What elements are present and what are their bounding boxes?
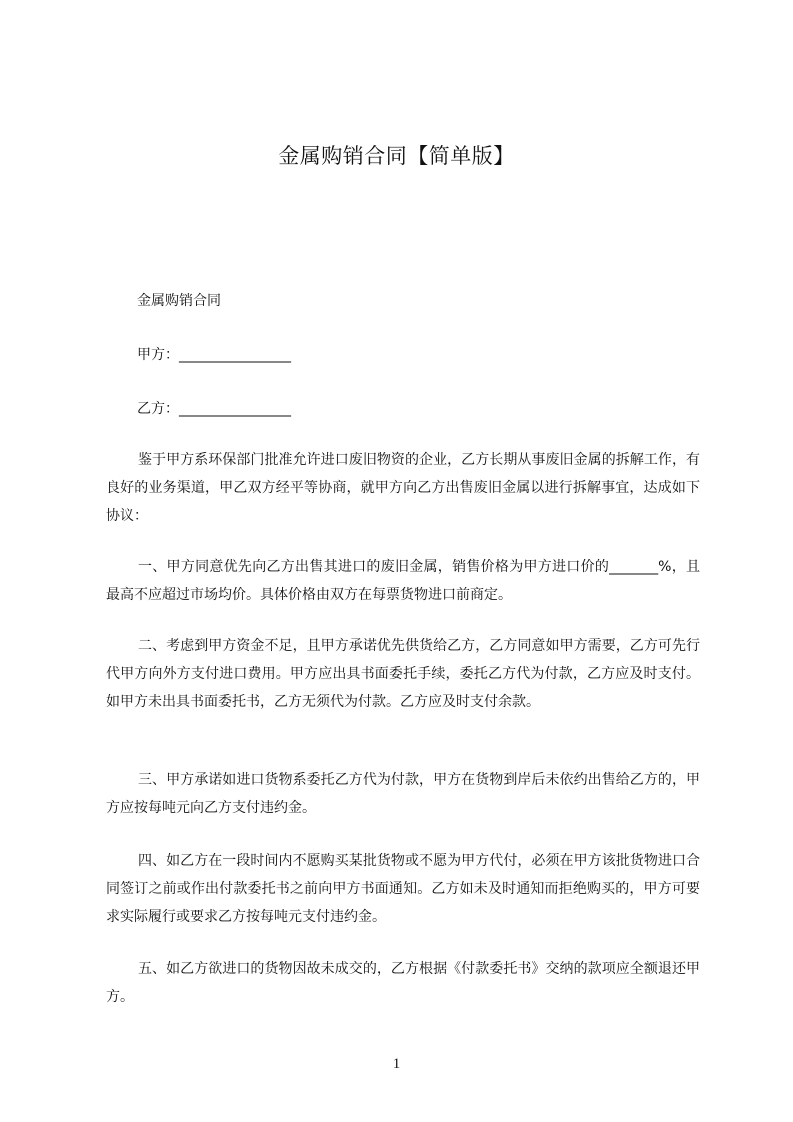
preamble-paragraph: 鉴于甲方系环保部门批准允许进口废旧物资的企业，乙方长期从事废旧金属的拆解工作，有良好的业务渠道，甲乙双方经平等协商，就甲方向乙方出售废旧金属以进行拆解事宜，达成如下协议： xyxy=(106,452,700,524)
contract-subtitle: 金属购销合同 xyxy=(137,293,221,309)
clause-5-paragraph: 五、如乙方欲进口的货物因故未成交的，乙方根据《付款委托书》交纳的款项应全额退还甲方。 xyxy=(106,961,700,1005)
document-title: 金属购销合同【简单版】 xyxy=(278,144,515,168)
clause-2-paragraph: 二、考虑到甲方资金不足，且甲方承诺优先供货给乙方，乙方同意如甲方需要，乙方可先行代甲方向外方支付进口费用。甲方应出具书面委托手续，委托乙方代为付款，乙方应及时支付。如甲方未出具书面委托书，乙方无须代为付款。乙方应及时支付余款。 xyxy=(106,638,700,710)
party-a-line: 甲方：________________ xyxy=(137,347,291,363)
clause-4-paragraph: 四、如乙方在一段时间内不愿购买某批货物或不愿为甲方代付，必须在甲方该批货物进口合同签订之前或作出付款委托书之前向甲方书面通知。乙方如未及时通知而拒绝购买的，甲方可要求实际履行或要求乙方按每吨元支付违约金。 xyxy=(106,853,700,925)
clause-1-paragraph: 一、甲方同意优先向乙方出售其进口的废旧金属，销售价格为甲方进口价的_______%，且最高不应超过市场均价。具体价格由双方在每票货物进口前商定。 xyxy=(106,559,700,603)
party-b-line: 乙方：________________ xyxy=(137,401,291,417)
page-number: 1 xyxy=(392,1056,401,1072)
clause-3-paragraph: 三、甲方承诺如进口货物系委托乙方代为付款，甲方在货物到岸后未依约出售给乙方的，甲方应按每吨元向乙方支付违约金。 xyxy=(106,772,700,816)
